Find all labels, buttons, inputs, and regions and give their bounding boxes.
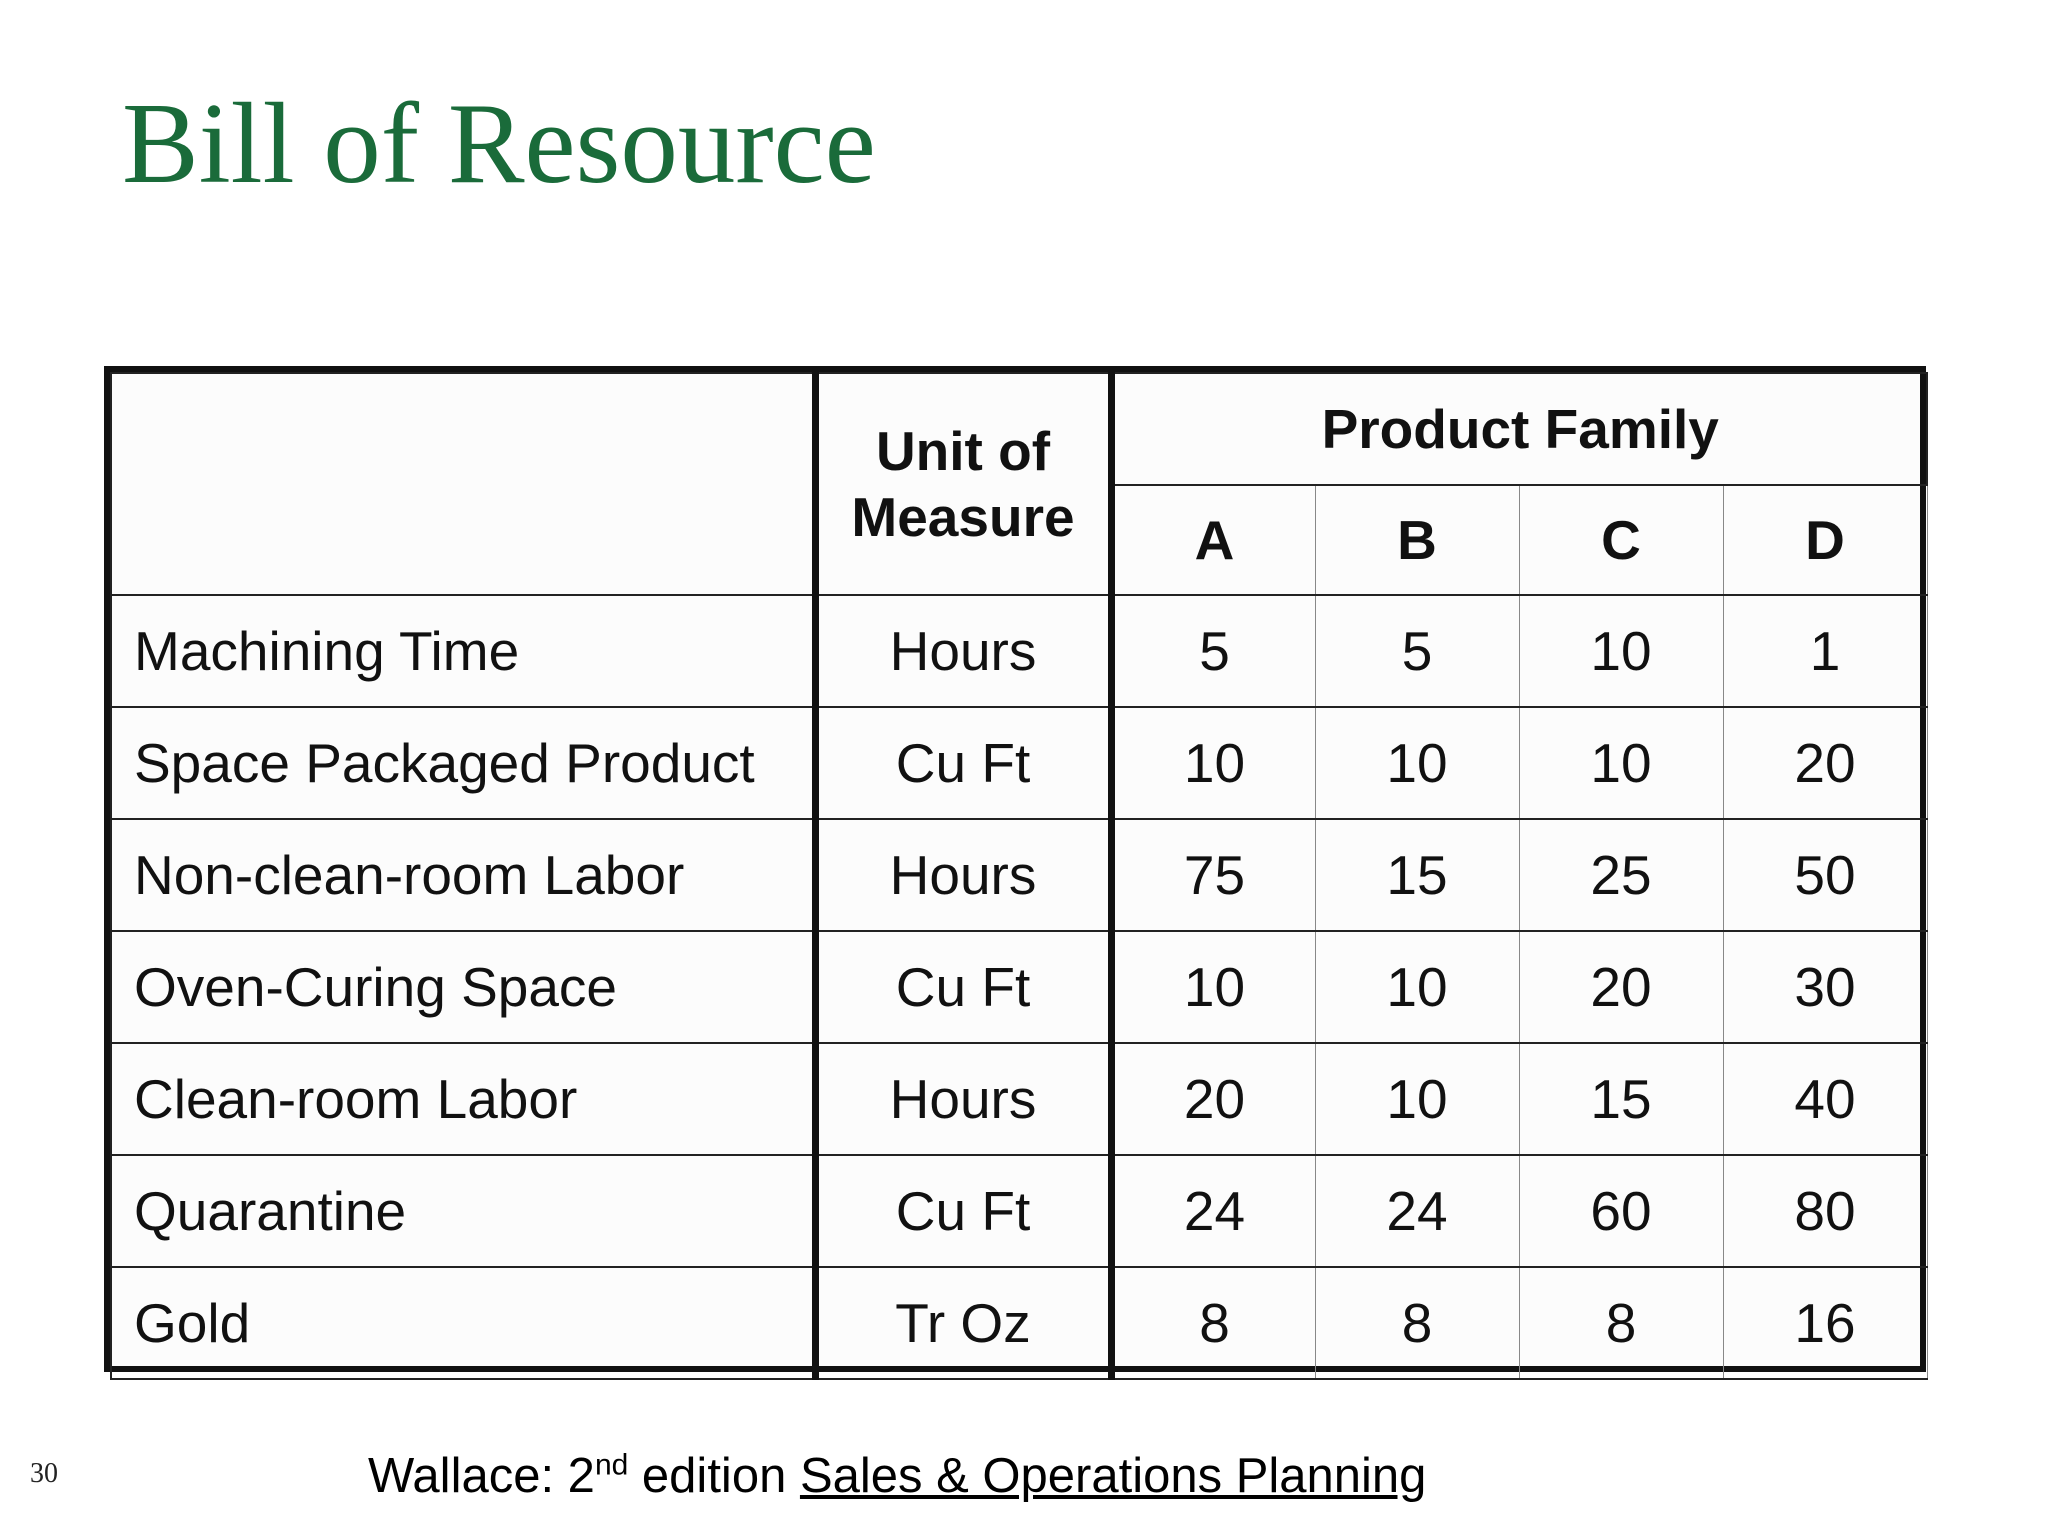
resource-name-cell: Non-clean-room Labor [111, 819, 815, 931]
resource-name-cell: Clean-room Labor [111, 1043, 815, 1155]
value-cell-c: 25 [1519, 819, 1723, 931]
value-cell-c: 10 [1519, 707, 1723, 819]
slide-title: Bill of Resource [122, 80, 876, 207]
value-cell-d: 1 [1723, 595, 1927, 707]
value-cell-b: 10 [1315, 707, 1519, 819]
page-number: 30 [30, 1458, 58, 1489]
value-cell-b: 5 [1315, 595, 1519, 707]
citation-prefix: Wallace: 2 [368, 1449, 595, 1503]
value-cell-a: 5 [1111, 595, 1315, 707]
value-cell-b: 10 [1315, 1043, 1519, 1155]
family-header-a: A [1111, 485, 1315, 595]
unit-cell: Cu Ft [815, 931, 1111, 1043]
table-row [111, 819, 1927, 931]
unit-cell: Cu Ft [815, 707, 1111, 819]
resource-name-cell: Oven-Curing Space [111, 931, 815, 1043]
table-row [111, 707, 1927, 819]
value-cell-d: 40 [1723, 1043, 1927, 1155]
table-row [111, 595, 1927, 707]
bill-of-resource-table [104, 366, 1926, 1372]
value-cell-a: 8 [1111, 1267, 1315, 1379]
value-cell-b: 8 [1315, 1267, 1519, 1379]
resource-name-cell: Gold [111, 1267, 815, 1379]
citation-middle: edition [628, 1449, 800, 1503]
product-family-header: Product Family [1111, 373, 1927, 485]
citation-book-title: Sales & Operations Planning [799, 1449, 1427, 1503]
corner-header [111, 373, 815, 595]
table-row [111, 1043, 1927, 1155]
citation [368, 1448, 1426, 1504]
family-header-d: D [1723, 485, 1927, 595]
value-cell-a: 75 [1111, 819, 1315, 931]
unit-cell: Hours [815, 1043, 1111, 1155]
value-cell-c: 20 [1519, 931, 1723, 1043]
value-cell-d: 16 [1723, 1267, 1927, 1379]
family-header-c: C [1519, 485, 1723, 595]
unit-cell: Tr Oz [815, 1267, 1111, 1379]
unit-cell: Hours [815, 819, 1111, 931]
value-cell-c: 15 [1519, 1043, 1723, 1155]
value-cell-d: 20 [1723, 707, 1927, 819]
value-cell-c: 8 [1519, 1267, 1723, 1379]
value-cell-c: 60 [1519, 1155, 1723, 1267]
value-cell-b: 10 [1315, 931, 1519, 1043]
value-cell-a: 10 [1111, 931, 1315, 1043]
value-cell-a: 10 [1111, 707, 1315, 819]
value-cell-d: 50 [1723, 819, 1927, 931]
unit-cell: Hours [815, 595, 1111, 707]
value-cell-a: 20 [1111, 1043, 1315, 1155]
table-row [111, 1267, 1927, 1379]
family-header-b: B [1315, 485, 1519, 595]
value-cell-c: 10 [1519, 595, 1723, 707]
table-row [111, 1155, 1927, 1267]
citation-superscript: nd [594, 1448, 629, 1482]
table-row [111, 931, 1927, 1043]
unit-of-measure-header: Unit of Measure [815, 373, 1111, 595]
resource-name-cell: Space Packaged Product [111, 707, 815, 819]
value-cell-d: 80 [1723, 1155, 1927, 1267]
value-cell-a: 24 [1111, 1155, 1315, 1267]
value-cell-d: 30 [1723, 931, 1927, 1043]
resource-name-cell: Machining Time [111, 595, 815, 707]
value-cell-b: 15 [1315, 819, 1519, 931]
resource-table [110, 372, 1928, 1380]
value-cell-b: 24 [1315, 1155, 1519, 1267]
resource-name-cell: Quarantine [111, 1155, 815, 1267]
unit-cell: Cu Ft [815, 1155, 1111, 1267]
